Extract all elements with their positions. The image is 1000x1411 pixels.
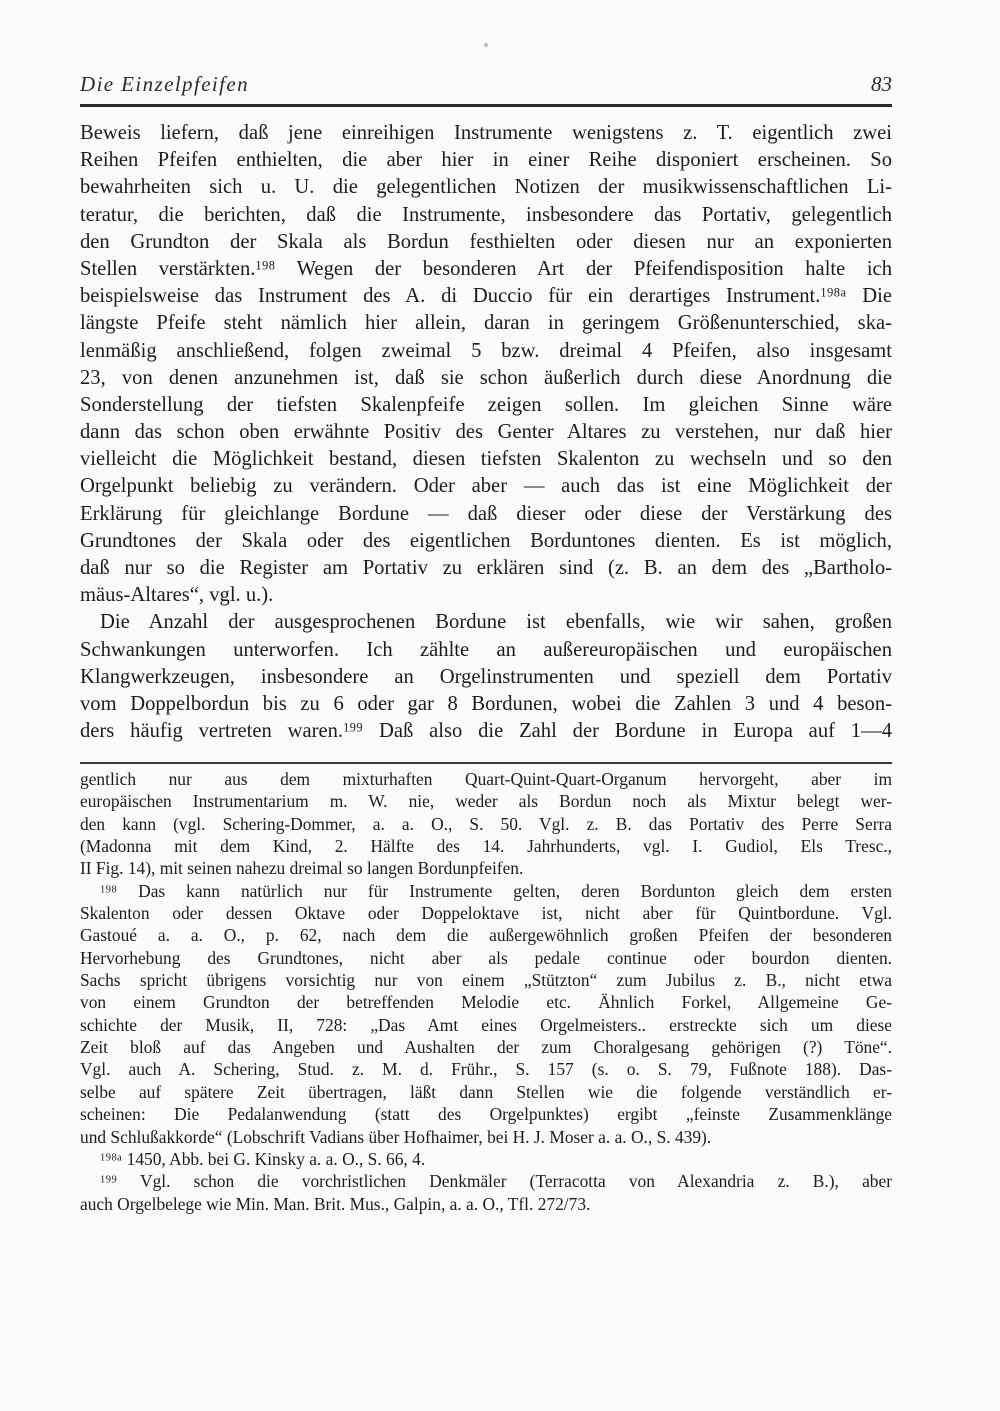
line-text: Reihen Pfeifen enthielten, die aber hier in einer Reihe disponiert erscheinen. So	[80, 149, 892, 172]
footnote-line	[80, 969, 892, 991]
line-text: Die Anzahl der ausgesprochenen Bordune ist ebenfalls, wie wir sahen, großen	[100, 611, 892, 634]
text-line	[80, 174, 892, 201]
line-text-continued: Wegen der besonderen Art der Pfeifendisposition halte ich	[275, 257, 892, 280]
line-text: Orgelpunkt beliebig zu verändern. Oder aber — auch das ist eine Möglichkeit der	[80, 475, 892, 498]
footnote-line	[80, 1058, 892, 1080]
footnote-line	[80, 880, 892, 902]
footnote-line	[80, 902, 892, 924]
footnote-marker: 198a	[100, 1152, 123, 1164]
footnote-line	[80, 924, 892, 946]
line-text: auch Orgelbelege wie Min. Man. Brit. Mus., Galpin, a. a. O., Tfl. 272/73.	[80, 1193, 591, 1214]
text-line	[80, 120, 892, 147]
text-line	[80, 446, 892, 473]
text-line	[80, 202, 892, 229]
line-text: ders häufig vertreten waren.	[80, 720, 344, 743]
header-rule	[80, 104, 892, 107]
footnote-line	[80, 1193, 892, 1215]
footnote-line	[80, 1081, 892, 1103]
line-text: Gastoué a. a. O., p. 62, nach dem die außergewöhnlich großen Pfeifen der besonderen	[80, 925, 892, 946]
line-text: schichte der Musik, II, 728: „Das Amt eines Orgelmeisters.. erstreckte sich um diese	[80, 1014, 892, 1035]
text-line	[80, 528, 892, 555]
text-line	[80, 392, 892, 419]
text-line	[80, 229, 892, 256]
footnote-line	[80, 991, 892, 1013]
footnote-line	[80, 1126, 892, 1148]
line-text: II Fig. 14), mit seinen nahezu dreimal so langen Bordunpfeifen.	[80, 858, 524, 879]
text-line	[80, 256, 892, 283]
text-line	[80, 582, 892, 609]
footnote-reference: 199	[343, 720, 364, 735]
text-line	[80, 501, 892, 528]
text-line	[80, 664, 892, 691]
line-text: vielleicht die Möglichkeit bestand, diesen tiefsten Skalenton zu wechseln und so den	[80, 448, 892, 471]
line-text: von einem Grundton der betreffenden Melodie etc. Ähnlich Forkel, Allgemeine Ge-	[80, 992, 892, 1013]
line-text-continued: Die	[846, 285, 892, 308]
line-text: Stellen verstärkten.	[80, 257, 256, 280]
footnote-text: 1450, Abb. bei G. Kinsky a. a. O., S. 66, 4.	[122, 1148, 426, 1169]
text-line	[80, 338, 892, 365]
line-text: (Madonna mit dem Kind, 2. Hälfte des 14. Jahrhunderts, vgl. I. Gudiol, Els Tresc.,	[80, 836, 892, 857]
line-text: den Grundton der Skala als Bordun festhielten oder diesen nur an exponierten	[80, 230, 892, 253]
line-text: Beweis liefern, daß jene einreihigen Instrumente wenigstens z. T. eigentlich zwei	[80, 122, 892, 144]
footnote-marker: 199	[100, 1174, 118, 1186]
footnote-line	[80, 790, 892, 812]
footnote-reference: 198a	[820, 285, 847, 300]
text-line	[80, 310, 892, 337]
line-text: vom Doppelbordun bis zu 6 oder gar 8 Bordunen, wobei die Zahlen 3 und 4 beson-	[80, 692, 892, 715]
footnote-line	[80, 835, 892, 857]
line-text: Skalenton oder dessen Oktave oder Doppeloktave ist, nicht aber für Quintbordune. Vgl.	[80, 903, 892, 924]
text-line	[80, 147, 892, 174]
line-text: und Schlußakkorde“ (Lobschrift Vadians über Hofhaimer, bei H. J. Moser a. a. O., S. 439).	[80, 1126, 712, 1147]
text-line	[80, 283, 892, 310]
footnote-marker: 198	[100, 884, 118, 896]
running-title: Die Einzelpfeifen	[80, 72, 250, 96]
text-line	[80, 419, 892, 446]
line-text: Grundtones der Skala oder des eigentlichen Borduntones dienten. Es ist möglich,	[80, 529, 892, 552]
footnote-reference: 198	[255, 258, 276, 273]
line-text: europäischen Instrumentarium m. W. nie, weder als Bordun noch als Mixtur belegt wer-	[80, 791, 892, 812]
text-line	[80, 555, 892, 582]
page-number: 83	[871, 72, 892, 96]
line-text: lenmäßig anschließend, folgen zweimal 5 bzw. dreimal 4 Pfeifen, also insgesamt	[80, 339, 892, 362]
footnote-line	[80, 1014, 892, 1036]
line-text: Schwankungen unterworfen. Ich zählte an außereuropäischen und europäischen	[80, 638, 892, 661]
line-text: mäus-Altares“, vgl. u.).	[80, 584, 274, 607]
footnote-line	[80, 813, 892, 835]
text-line	[80, 473, 892, 500]
footnote-line	[80, 947, 892, 969]
footnote-line	[80, 1036, 892, 1058]
footnote-line	[80, 857, 892, 879]
line-text: Zeit bloß auf das Angeben und Aushalten der zum Choralgesang gehörigen (?) Töne“.	[80, 1037, 892, 1058]
line-text: Vgl. auch A. Schering, Stud. z. M. d. Frühr., S. 157 (s. o. S. 79, Fußnote 188). Das-	[80, 1059, 892, 1080]
line-text: Sachs spricht übrigens vorsichtig nur von einem „Stützton“ zum Jubilus z. B., nicht etwa	[80, 970, 892, 991]
line-text: längste Pfeife steht nämlich hier allein, daran in geringem Größenunterschied, ska-	[80, 312, 892, 335]
line-text: dann das schon oben erwähnte Positiv des Genter Altares zu verstehen, nur daß hier	[80, 421, 892, 444]
footnote-line	[80, 1148, 892, 1170]
line-text: Hervorhebung des Grundtones, nicht aber als pedale continue oder bourdon dienten.	[80, 947, 892, 968]
line-text: bewahrheiten sich u. U. die gelegentlichen Notizen der musikwissenschaftlichen Li-	[80, 176, 892, 199]
text-line	[80, 691, 892, 718]
footnote-line	[80, 768, 892, 790]
line-text: 23, von denen anzunehmen ist, daß sie schon äußerlich durch diese Anordnung die	[80, 366, 892, 389]
body-text	[80, 120, 892, 745]
line-text: scheinen: Die Pedalanwendung (statt des Orgelpunktes) ergibt „feinste Zusammenklänge	[80, 1104, 892, 1125]
footnote-line	[80, 1103, 892, 1125]
line-text: gentlich nur aus dem mixturhaften Quart-Quint-Quart-Organum hervorgeht, aber im	[80, 769, 892, 789]
line-text: Klangwerkzeugen, insbesondere an Orgelinstrumenten und speziell dem Portativ	[80, 665, 892, 688]
ink-speck	[484, 43, 488, 47]
footnote-text: Das kann natürlich nur für Instrumente gelten, deren Bordunton gleich dem ersten	[117, 880, 892, 901]
line-text: beispielsweise das Instrument des A. di Duccio für ein derartiges Instrument.	[80, 285, 821, 308]
line-text: daß nur so die Register am Portativ zu erklären sind (z. B. an dem des „Bartholo-	[80, 557, 892, 579]
footnotes	[80, 768, 892, 1215]
line-text-continued: Daß also die Zahl der Bordune in Europa auf 1—4	[363, 720, 892, 743]
text-line	[80, 609, 892, 636]
text-line	[80, 365, 892, 392]
text-line	[80, 637, 892, 664]
line-text: Erklärung für gleichlange Bordune — daß dieser oder diese der Verstärkung des	[80, 502, 892, 525]
line-text: den kann (vgl. Schering-Dommer, a. a. O., S. 50. Vgl. z. B. das Portativ des Perre Serra	[80, 813, 892, 834]
text-line	[80, 718, 892, 745]
line-text: selbe auf spätere Zeit übertragen, läßt dann Stellen wie die folgende verständlich er-	[80, 1081, 892, 1102]
footnote-rule	[80, 762, 892, 764]
line-text: Sonderstellung der tiefsten Skalenpfeife zeigen sollen. Im gleichen Sinne wäre	[80, 393, 892, 416]
footnote-text: Vgl. schon die vorchristlichen Denkmäler (Terracotta von Alexandria z. B.), aber	[117, 1171, 892, 1192]
running-head	[80, 72, 892, 100]
footnote-line	[80, 1170, 892, 1192]
line-text: teratur, die berichten, daß die Instrumente, insbesondere das Portativ, gelegentlich	[80, 203, 892, 226]
